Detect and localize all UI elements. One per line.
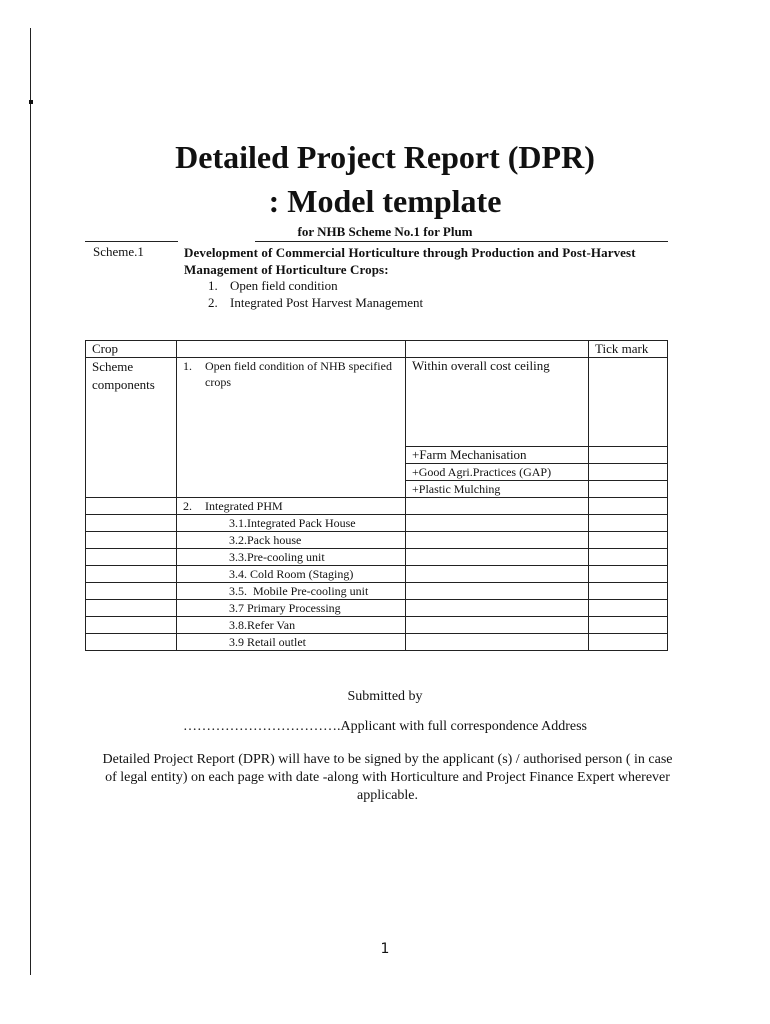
- table-row: [86, 634, 668, 651]
- table-cell: [86, 549, 177, 566]
- phm-item: 3.3.Pre-cooling unit: [177, 549, 406, 566]
- table-row: [86, 549, 668, 566]
- table-cell: [406, 634, 589, 651]
- scheme-components-label: Scheme components: [86, 358, 177, 498]
- tick-cell: [589, 583, 668, 600]
- divider-left: [85, 241, 178, 242]
- table-cell: [406, 617, 589, 634]
- table-row: [86, 566, 668, 583]
- phm-item: 3.1.Integrated Pack House: [177, 515, 406, 532]
- scheme-description: Development of Commercial Horticulture through Production and Post-Harvest Management of Horticulture Crops:: [184, 245, 636, 277]
- table-cell: [406, 515, 589, 532]
- table-cell: [86, 498, 177, 515]
- tick-cell: [589, 358, 668, 447]
- addon-cell: +Plastic Mulching: [406, 481, 589, 498]
- table-cell: [86, 566, 177, 583]
- table-cell: [86, 532, 177, 549]
- table-cell: [406, 566, 589, 583]
- phm-item: 3.4. Cold Room (Staging): [177, 566, 406, 583]
- margin-marker: [29, 100, 33, 104]
- scheme-label: Scheme.1: [93, 244, 144, 259]
- tick-cell: [589, 464, 668, 481]
- cost-ceiling-cell: Within overall cost ceiling: [406, 358, 589, 447]
- tick-cell: [589, 600, 668, 617]
- table-cell: [86, 634, 177, 651]
- crop-header: Crop: [86, 341, 177, 358]
- phm-cell: 2. Integrated PHM: [177, 498, 406, 515]
- phm-item: 3.7 Primary Processing: [177, 600, 406, 617]
- table-cell: [406, 498, 589, 515]
- page-number: 1: [380, 941, 390, 957]
- table-cell: [406, 532, 589, 549]
- scheme-list: [208, 277, 423, 311]
- phm-item: 3.9 Retail outlet: [177, 634, 406, 651]
- applicant-line: …………………………….Applicant with full correspondence Address: [183, 719, 587, 734]
- table-cell: [86, 583, 177, 600]
- document-title-line1: Detailed Project Report (DPR): [175, 139, 595, 175]
- signature-note: Detailed Project Report (DPR) will have to be signed by the applicant (s) / authorised person ( in case of legal entity) on each page with date -along with Horticulture and Project Finance Expert wherever applicable.: [102, 752, 673, 803]
- addon-cell: +Farm Mechanisation: [406, 447, 589, 464]
- tick-mark-header: Tick mark: [589, 341, 668, 358]
- tick-cell: [589, 481, 668, 498]
- table-row: [86, 358, 668, 447]
- table-cell: [86, 617, 177, 634]
- table-row: [86, 617, 668, 634]
- tick-cell: [589, 617, 668, 634]
- table-header-row: [86, 341, 668, 358]
- tick-cell: [589, 634, 668, 651]
- table-cell: [86, 515, 177, 532]
- tick-cell: [589, 532, 668, 549]
- tick-cell: [589, 549, 668, 566]
- phm-item: 3.2.Pack house: [177, 532, 406, 549]
- tick-cell: [589, 566, 668, 583]
- table-row: [86, 600, 668, 617]
- scheme-list-item: 1. Open field condition: [208, 278, 338, 293]
- tick-cell: [589, 447, 668, 464]
- open-field-cell: 1. Open field condition of NHB specified crops: [177, 358, 406, 498]
- scheme-components-table: [85, 340, 668, 651]
- scheme-list-item: 2. Integrated Post Harvest Management: [208, 295, 424, 310]
- table-cell: [406, 549, 589, 566]
- table-cell: [406, 583, 589, 600]
- tick-cell: [589, 498, 668, 515]
- addon-cell: +Good Agri.Practices (GAP): [406, 464, 589, 481]
- table-cell: [86, 600, 177, 617]
- table-row: [86, 532, 668, 549]
- open-field-text: Open field condition of NHB specified crops: [205, 359, 392, 389]
- table-row: [86, 515, 668, 532]
- phm-item: 3.8.Refer Van: [177, 617, 406, 634]
- document-title-line2: : Model template: [268, 183, 502, 219]
- table-row: [86, 498, 668, 515]
- table-cell: [406, 600, 589, 617]
- document-subtitle: for NHB Scheme No.1 for Plum: [297, 224, 473, 239]
- submitted-by: Submitted by: [347, 689, 423, 704]
- table-cell: [177, 341, 406, 358]
- table-row: [86, 583, 668, 600]
- tick-cell: [589, 515, 668, 532]
- divider-right: [255, 241, 668, 242]
- phm-item: 3.5. Mobile Pre-cooling unit: [177, 583, 406, 600]
- table-cell: [406, 341, 589, 358]
